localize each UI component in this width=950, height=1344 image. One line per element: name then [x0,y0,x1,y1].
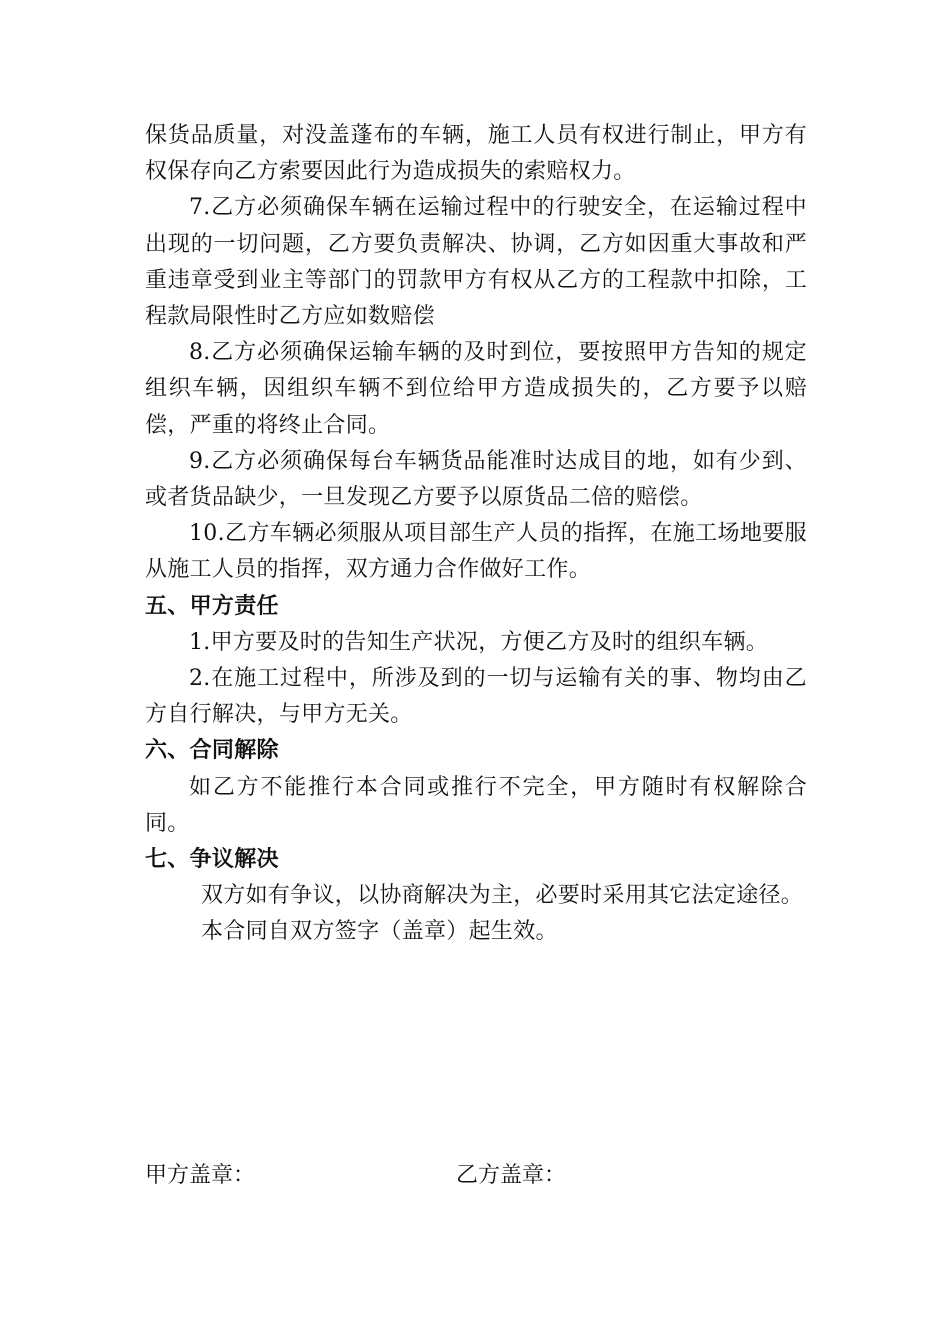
signature-block [145,1158,807,1194]
effective-clause: 本合同自双方签字（盖章）起生效。 [201,919,558,945]
section-5-item-1: 1.甲方要及时的告知生产状况，方便乙方及时的组织车辆。 [189,629,769,655]
party-a-seal-label: 甲方盖章： [145,1163,256,1188]
section-5-heading: 五、甲方责任 [145,593,279,619]
section-6-heading: 六、合同解除 [145,738,279,764]
paragraph-continuation: 保货品质量，对没盖蓬布的车辆，施工人员有权进行制止，甲方有权保存向乙方索要因此行为造成损失的索赔权力。 [145,123,807,185]
section-7-heading: 七、争议解决 [145,847,279,873]
clause-7: 7.乙方必须确保车辆在运输过程中的行驶安全，在运输过程中出现的一切问题，乙方要负责解决、协调，乙方如因重大事故和严重违章受到业主等部门的罚款甲方有权从乙方的工程款中扣除，工程款局限性时乙方应如数赔偿 [145,195,807,330]
clause-8: 8.乙方必须确保运输车辆的及时到位，要按照甲方告知的规定组织车辆，因组织车辆不到位给甲方造成损失的，乙方要予以赔偿，严重的将终止合同。 [145,340,807,438]
section-6-text: 如乙方不能推行本合同或推行不完全，甲方随时有权解除合同。 [145,774,807,836]
clause-9: 9.乙方必须确保每台车辆货品能准时达成目的地，如有少到、或者货品缺少，一旦发现乙方要予以原货品二倍的赔偿。 [145,448,807,511]
party-b-seal-label: 乙方盖章： [456,1163,567,1188]
section-7-text: 双方如有争议，以协商解决为主，必要时采用其它法定途径。 [201,883,804,909]
clause-10: 10.乙方车辆必须服从项目部生产人员的指挥，在施工场地要服从施工人员的指挥，双方通力合作做好工作。 [145,521,807,583]
section-5-item-2: 2.在施工过程中，所涉及到的一切与运输有关的事、物均由乙方自行解决，与甲方无关。 [145,666,807,728]
document-body [145,118,807,951]
